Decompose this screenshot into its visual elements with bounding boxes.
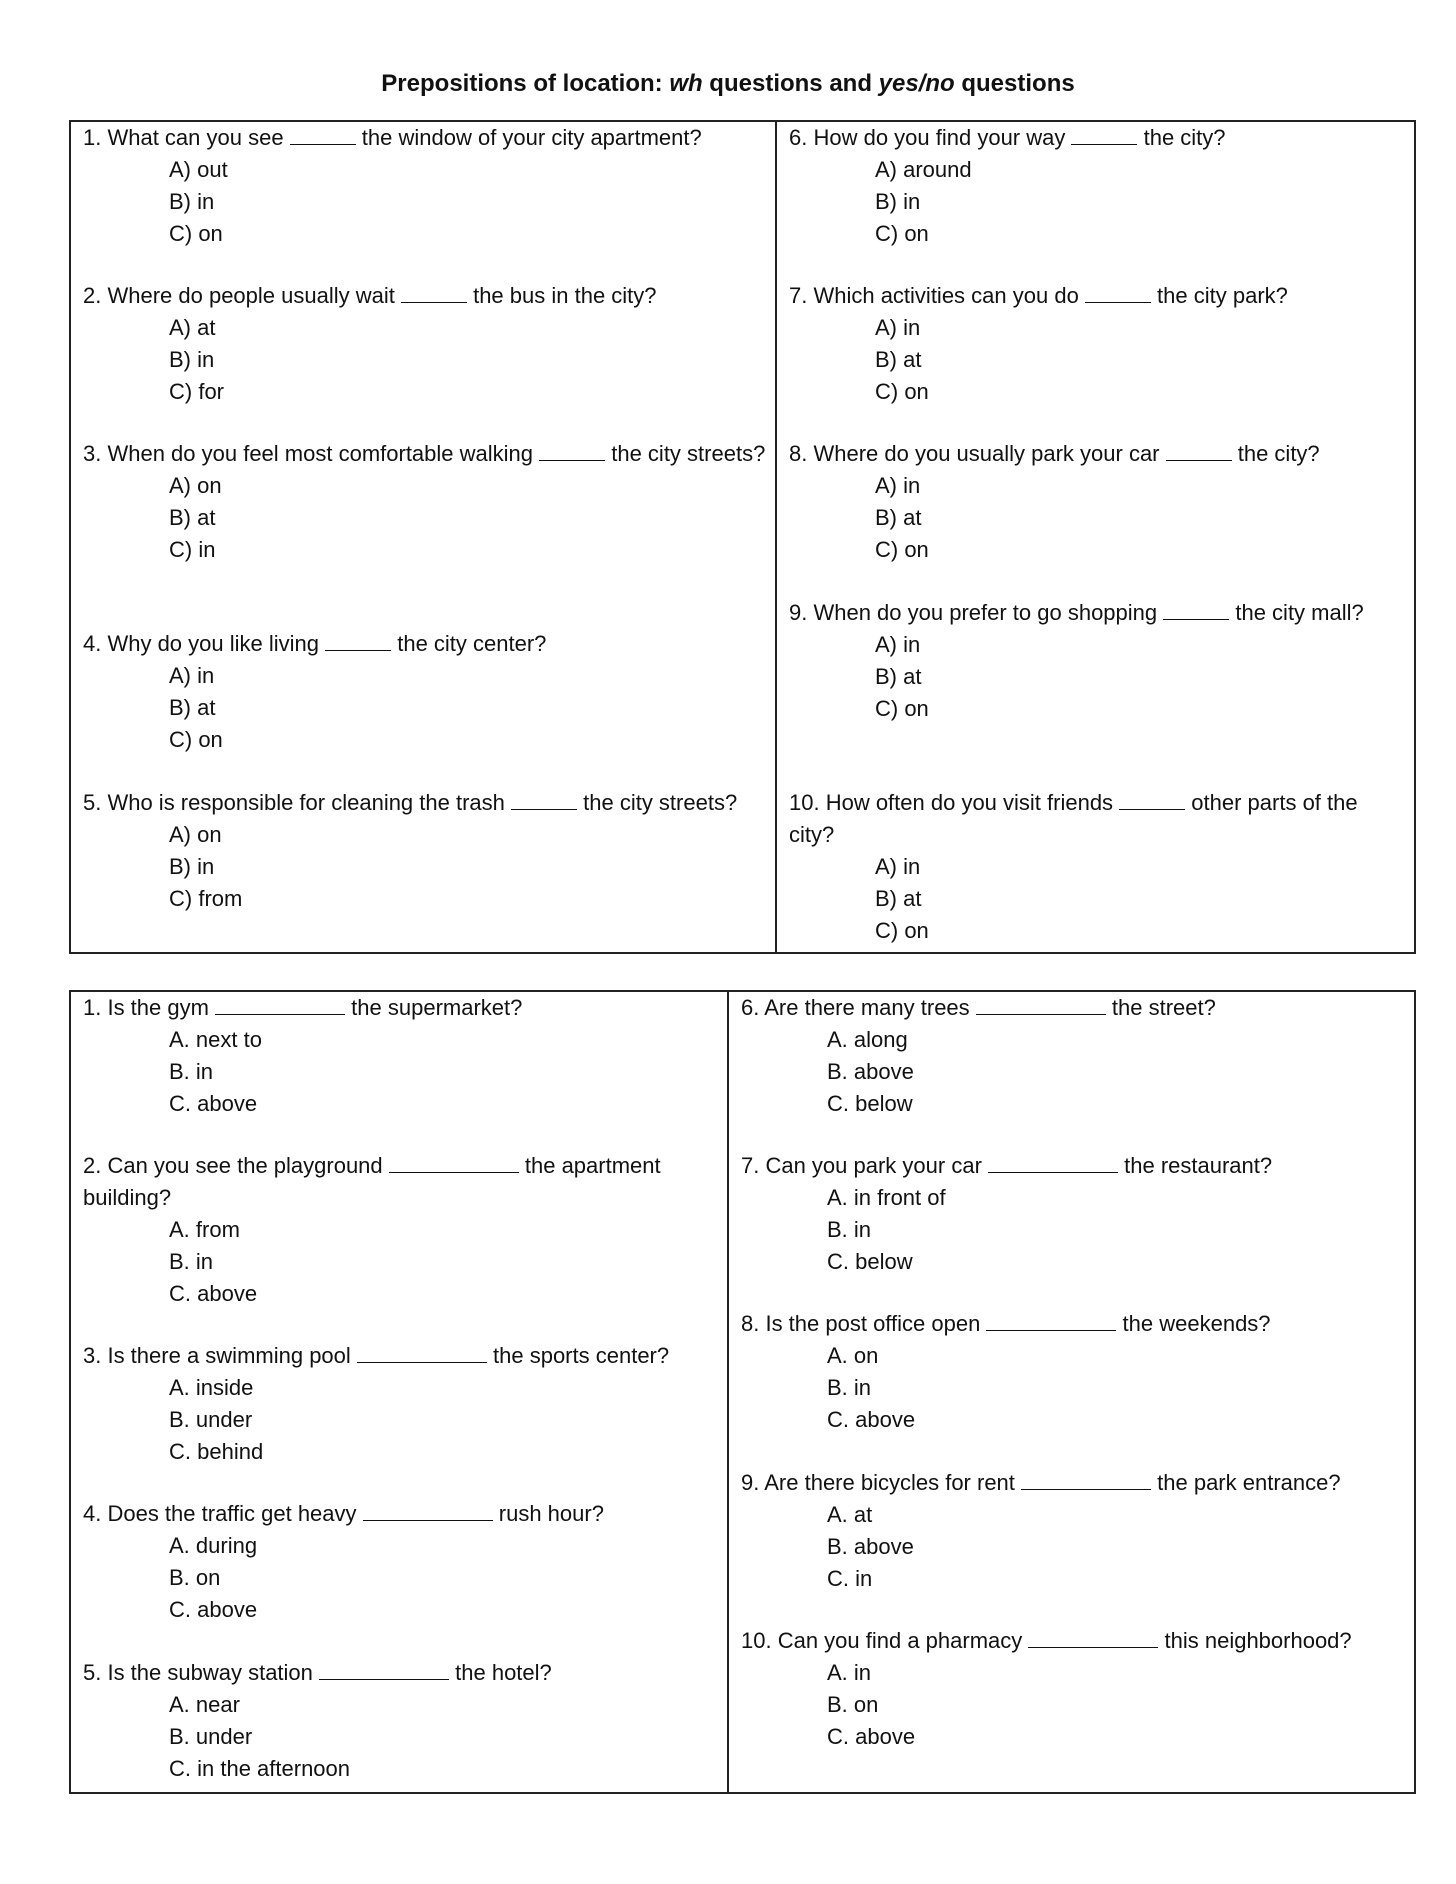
- options-list: [83, 470, 767, 566]
- option[interactable]: A) around: [875, 157, 972, 182]
- title-text: questions: [954, 70, 1075, 97]
- option[interactable]: A. during: [169, 1533, 258, 1558]
- option[interactable]: A. from: [169, 1217, 240, 1242]
- options-list: [83, 1689, 719, 1785]
- wh-questions-box: [69, 120, 1416, 954]
- question-stem: 7. Which activities can you do the city park?: [789, 283, 1288, 308]
- option[interactable]: C) on: [169, 221, 223, 246]
- question-stem: 7. Can you park your car the restaurant?: [741, 1153, 1273, 1178]
- question-3: [83, 1340, 719, 1468]
- options-list: [83, 1214, 719, 1310]
- question-stem: 8. Where do you usually park your car the city?: [789, 441, 1320, 466]
- question-6: [741, 992, 1406, 1120]
- option[interactable]: B. on: [169, 1565, 221, 1590]
- question-stem: 8. Is the post office open the weekends?: [741, 1311, 1271, 1336]
- option[interactable]: B) in: [169, 854, 215, 879]
- title-text: Prepositions of location:: [381, 70, 670, 97]
- options-list: [83, 1530, 719, 1626]
- question-6: [789, 122, 1406, 250]
- page-title: [0, 70, 1456, 98]
- option[interactable]: C. below: [827, 1091, 913, 1116]
- question-5: [83, 1657, 719, 1785]
- question-2: [83, 280, 767, 408]
- option[interactable]: B. in: [169, 1249, 214, 1274]
- options-list: [741, 1499, 1406, 1595]
- option[interactable]: A. along: [827, 1027, 908, 1052]
- option[interactable]: C. above: [827, 1724, 916, 1749]
- options-list: [83, 312, 767, 408]
- option[interactable]: C. above: [169, 1597, 258, 1622]
- answer-blank[interactable]: [290, 126, 356, 145]
- option[interactable]: A) at: [169, 315, 216, 340]
- option[interactable]: C) from: [169, 886, 243, 911]
- title-wh: wh: [669, 70, 703, 97]
- option[interactable]: C. above: [827, 1407, 916, 1432]
- question-1: [83, 122, 767, 250]
- options-list: [741, 1340, 1406, 1436]
- option[interactable]: B) at: [169, 695, 216, 720]
- question-stem: 1. Is the gym the supermarket?: [83, 995, 523, 1020]
- option[interactable]: C. behind: [169, 1439, 264, 1464]
- question-9: [741, 1467, 1406, 1595]
- option[interactable]: B. in: [169, 1059, 214, 1084]
- question-10: [789, 787, 1406, 947]
- answer-blank[interactable]: [976, 996, 1106, 1015]
- option[interactable]: B. in: [827, 1375, 872, 1400]
- question-stem: 1. What can you see the window of your city apartment?: [83, 125, 702, 150]
- answer-blank[interactable]: [1071, 126, 1137, 145]
- option[interactable]: B. under: [169, 1407, 253, 1432]
- option[interactable]: C) on: [875, 379, 929, 404]
- question-stem: 3. When do you feel most comfortable walking the city streets?: [83, 441, 766, 466]
- option[interactable]: A. in front of: [827, 1185, 946, 1210]
- option[interactable]: A) in: [875, 632, 921, 657]
- title-text: questions and: [702, 70, 879, 97]
- answer-blank[interactable]: [1028, 1629, 1158, 1648]
- yes-no-questions-left-column: [71, 992, 729, 1792]
- option[interactable]: A) in: [169, 663, 215, 688]
- question-8: [789, 438, 1406, 566]
- option[interactable]: C. in the afternoon: [169, 1756, 351, 1781]
- options-list: [83, 1024, 719, 1120]
- options-list: [789, 470, 1406, 566]
- question-1: [83, 992, 719, 1120]
- question-4: [83, 1498, 719, 1626]
- question-9: [789, 597, 1406, 725]
- option[interactable]: A. next to: [169, 1027, 262, 1052]
- option[interactable]: A) in: [875, 854, 921, 879]
- answer-blank[interactable]: [1119, 791, 1185, 810]
- question-stem: 10. Can you find a pharmacy this neighborhood?: [741, 1628, 1352, 1653]
- option[interactable]: C) on: [875, 537, 929, 562]
- option[interactable]: A) on: [169, 473, 222, 498]
- option[interactable]: B. under: [169, 1724, 253, 1749]
- wh-questions-left-column: [71, 122, 777, 952]
- options-list: [789, 629, 1406, 725]
- options-list: [83, 1372, 719, 1468]
- question-10: [741, 1625, 1406, 1753]
- answer-blank[interactable]: [215, 996, 345, 1015]
- question-2: [83, 1150, 719, 1310]
- option[interactable]: C) in: [169, 537, 216, 562]
- option[interactable]: B) in: [875, 189, 921, 214]
- answer-blank[interactable]: [988, 1154, 1118, 1173]
- yes-no-questions-right-column: [729, 992, 1414, 1792]
- question-stem: 5. Who is responsible for cleaning the trash the city streets?: [83, 790, 738, 815]
- option[interactable]: A) in: [875, 473, 921, 498]
- question-stem: 5. Is the subway station the hotel?: [83, 1660, 552, 1685]
- option[interactable]: C) on: [875, 918, 929, 943]
- answer-blank[interactable]: [986, 1312, 1116, 1331]
- option[interactable]: A. in: [827, 1660, 872, 1685]
- options-list: [83, 154, 767, 250]
- options-list: [741, 1024, 1406, 1120]
- option[interactable]: B. above: [827, 1059, 914, 1084]
- yes-no-questions-box: [69, 990, 1416, 1794]
- question-stem: 2. Can you see the playground the apartment building?: [83, 1153, 661, 1210]
- question-7: [789, 280, 1406, 408]
- option[interactable]: A. inside: [169, 1375, 254, 1400]
- option[interactable]: A. at: [827, 1502, 873, 1527]
- options-list: [789, 312, 1406, 408]
- option[interactable]: B) at: [875, 664, 922, 689]
- option[interactable]: A) on: [169, 822, 222, 847]
- title-yesno: yes/no: [878, 70, 955, 97]
- question-stem: 2. Where do people usually wait the bus in the city?: [83, 283, 657, 308]
- question-stem: 10. How often do you visit friends other parts of the city?: [789, 790, 1358, 847]
- question-stem: 6. Are there many trees the street?: [741, 995, 1216, 1020]
- options-list: [741, 1657, 1406, 1753]
- option[interactable]: C. in: [827, 1566, 873, 1591]
- answer-blank[interactable]: [319, 1661, 449, 1680]
- answer-blank[interactable]: [325, 632, 391, 651]
- option[interactable]: A) out: [169, 157, 228, 182]
- question-stem: 3. Is there a swimming pool the sports center?: [83, 1343, 670, 1368]
- answer-blank[interactable]: [1021, 1471, 1151, 1490]
- options-list: [83, 660, 767, 756]
- answer-blank[interactable]: [1163, 601, 1229, 620]
- question-stem: 9. Are there bicycles for rent the park entrance?: [741, 1470, 1341, 1495]
- question-3: [83, 438, 767, 566]
- option[interactable]: B. in: [827, 1217, 872, 1242]
- options-list: [741, 1182, 1406, 1278]
- answer-blank[interactable]: [401, 284, 467, 303]
- option[interactable]: C) on: [875, 221, 929, 246]
- options-list: [789, 851, 1406, 947]
- question-stem: 4. Why do you like living the city center?: [83, 631, 547, 656]
- options-list: [789, 154, 1406, 250]
- option[interactable]: A) in: [875, 315, 921, 340]
- option[interactable]: B. above: [827, 1534, 914, 1559]
- option[interactable]: A. on: [827, 1343, 879, 1368]
- option[interactable]: B. on: [827, 1692, 879, 1717]
- option[interactable]: C) on: [875, 696, 929, 721]
- option[interactable]: C) on: [169, 727, 223, 752]
- option[interactable]: C. above: [169, 1281, 258, 1306]
- answer-blank[interactable]: [511, 791, 577, 810]
- options-list: [83, 819, 767, 915]
- option[interactable]: B) at: [875, 505, 922, 530]
- option[interactable]: B) in: [169, 347, 215, 372]
- question-7: [741, 1150, 1406, 1278]
- answer-blank[interactable]: [363, 1502, 493, 1521]
- answer-blank[interactable]: [1166, 442, 1232, 461]
- option[interactable]: B) at: [875, 886, 922, 911]
- option[interactable]: C) for: [169, 379, 224, 404]
- question-stem: 4. Does the traffic get heavy rush hour?: [83, 1501, 604, 1526]
- answer-blank[interactable]: [389, 1154, 519, 1173]
- option[interactable]: B) in: [169, 189, 215, 214]
- option[interactable]: C. below: [827, 1249, 913, 1274]
- answer-blank[interactable]: [357, 1344, 487, 1363]
- answer-blank[interactable]: [539, 442, 605, 461]
- question-5: [83, 787, 767, 915]
- question-stem: 9. When do you prefer to go shopping the city mall?: [789, 600, 1364, 625]
- question-stem: 6. How do you find your way the city?: [789, 125, 1226, 150]
- question-4: [83, 628, 767, 756]
- option[interactable]: C. above: [169, 1091, 258, 1116]
- option[interactable]: B) at: [875, 347, 922, 372]
- question-8: [741, 1308, 1406, 1436]
- option[interactable]: B) at: [169, 505, 216, 530]
- option[interactable]: A. near: [169, 1692, 240, 1717]
- answer-blank[interactable]: [1085, 284, 1151, 303]
- wh-questions-right-column: [777, 122, 1414, 952]
